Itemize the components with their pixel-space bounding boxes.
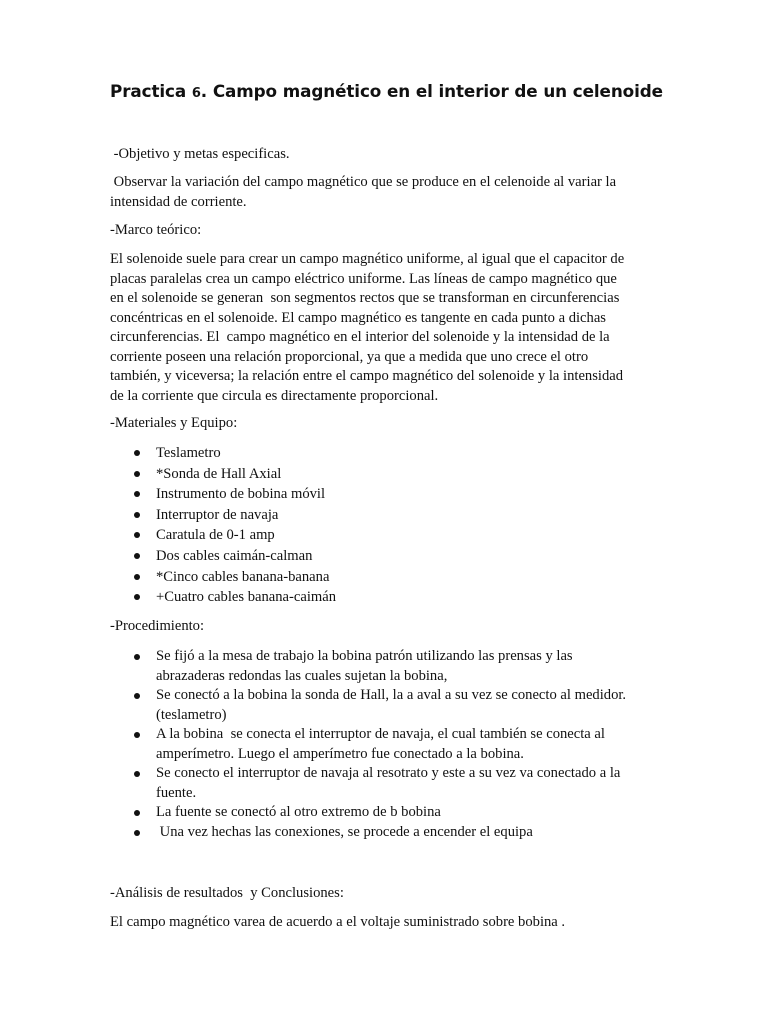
paragraph-line: en el solenoide se generan son segmentos rectos que se transforman en circunferencias — [110, 290, 620, 306]
list-item — [110, 587, 670, 608]
paragraph-line: concéntricas en el solenoide. El campo magnético es tangente en cada punto a dichas — [110, 309, 606, 326]
materiales-list — [110, 443, 670, 608]
page-title — [110, 81, 663, 101]
marco-heading — [110, 221, 660, 241]
list-item-text: *Sonda de Hall Axial — [156, 465, 282, 482]
list-item — [110, 546, 670, 567]
analisis-heading — [110, 884, 660, 904]
list-item — [110, 686, 670, 725]
title-rest: . Campo magnético en el interior de un celenoide — [200, 81, 663, 101]
procedimiento-heading-text: -Procedimiento: — [110, 618, 205, 634]
bullet-icon — [134, 830, 140, 836]
paragraph-line: de la corriente que circula es directamente proporcional. — [110, 387, 439, 404]
paragraph-line: corriente poseen una relación proporcional, ya que a medida que uno crece el otro — [110, 348, 589, 365]
list-item — [110, 803, 670, 823]
list-item — [110, 525, 670, 546]
bullet-icon — [134, 594, 140, 600]
paragraph-line: El solenoide suele para crear un campo magnético uniforme, al igual que el capacitor de — [110, 251, 625, 267]
list-item-text: +Cuatro cables banana-caimán — [156, 589, 337, 606]
list-item — [110, 484, 670, 505]
objetivo-heading — [110, 145, 660, 165]
paragraph-line: Observar la variación del campo magnético que se produce en el celenoide al variar la — [110, 174, 617, 190]
bullet-icon — [134, 512, 140, 518]
procedimiento-list — [110, 647, 670, 842]
list-item-line: abrazaderas redondas las cuales sujetan la bobina, — [156, 667, 448, 684]
bullet-icon — [134, 450, 140, 456]
list-item-text: Instrumento de bobina móvil — [156, 486, 326, 503]
marco-paragraph — [110, 250, 660, 406]
bullet-icon — [134, 693, 140, 699]
list-item-line: A la bobina se conecta el interruptor de navaja, el cual también se conecta al — [156, 726, 605, 742]
list-item-text: Caratula de 0-1 amp — [156, 527, 275, 544]
bullet-icon — [134, 732, 140, 738]
list-item — [110, 764, 670, 803]
analisis-paragraph — [110, 913, 660, 933]
bullet-icon — [134, 771, 140, 777]
bullet-icon — [134, 532, 140, 538]
bullet-icon — [134, 810, 140, 816]
materiales-heading-text: -Materiales y Equipo: — [110, 415, 238, 431]
list-item — [110, 725, 670, 764]
list-item-line: Se fijó a la mesa de trabajo la bobina patrón utilizando las prensas y las — [156, 648, 573, 664]
paragraph-line: también, y viceversa; la relación entre el campo magnético del solenoide y la intensidad — [110, 368, 624, 384]
list-item-line: amperímetro. Luego el amperímetro fue conectado a la bobina. — [156, 745, 524, 762]
list-item-line: Se conectó a la bobina la sonda de Hall, la a aval a su vez se conecto al medidor. — [156, 687, 627, 703]
paragraph-line: El campo magnético varea de acuerdo a el voltaje suministrado sobre bobina . — [110, 914, 566, 930]
analisis-heading-text: -Análisis de resultados y Conclusiones: — [110, 885, 344, 901]
list-item — [110, 823, 670, 843]
list-item-line: La fuente se conectó al otro extremo de b bobina — [156, 804, 441, 820]
materiales-heading — [110, 414, 660, 434]
bullet-icon — [134, 553, 140, 559]
procedimiento-heading — [110, 617, 660, 637]
list-item-text: Dos cables caimán-calman — [156, 547, 313, 564]
list-item — [110, 647, 670, 686]
marco-heading-text: -Marco teórico: — [110, 222, 202, 238]
title-prefix: Practica — [110, 81, 192, 101]
list-item-text: Teslametro — [156, 445, 221, 461]
bullet-icon — [134, 654, 140, 660]
bullet-icon — [134, 471, 140, 477]
list-item-line: Una vez hechas las conexiones, se procede a encender el equipa — [156, 823, 533, 840]
paragraph-line: intensidad de corriente. — [110, 193, 247, 210]
list-item-text: *Cinco cables banana-banana — [156, 568, 330, 585]
list-item — [110, 464, 670, 485]
objetivo-paragraph — [110, 173, 660, 212]
list-item-line: fuente. — [156, 784, 197, 801]
objetivo-heading-text: -Objetivo y metas especificas. — [110, 146, 290, 162]
list-item — [110, 505, 670, 526]
list-item — [110, 443, 670, 464]
paragraph-line: circunferencias. El campo magnético en el interior del solenoide y la intensidad de la — [110, 329, 610, 345]
list-item-line: Se conecto el interruptor de navaja al resotrato y este a su vez va conectado a la — [156, 765, 621, 781]
bullet-icon — [134, 574, 140, 580]
title-number: 6 — [191, 86, 201, 101]
paragraph-line: placas paralelas crea un campo eléctrico uniforme. Las líneas de campo magnético que — [110, 270, 617, 287]
list-item — [110, 567, 670, 588]
bullet-icon — [134, 491, 140, 497]
list-item-line: (teslametro) — [156, 706, 227, 723]
list-item-text: Interruptor de navaja — [156, 506, 279, 523]
